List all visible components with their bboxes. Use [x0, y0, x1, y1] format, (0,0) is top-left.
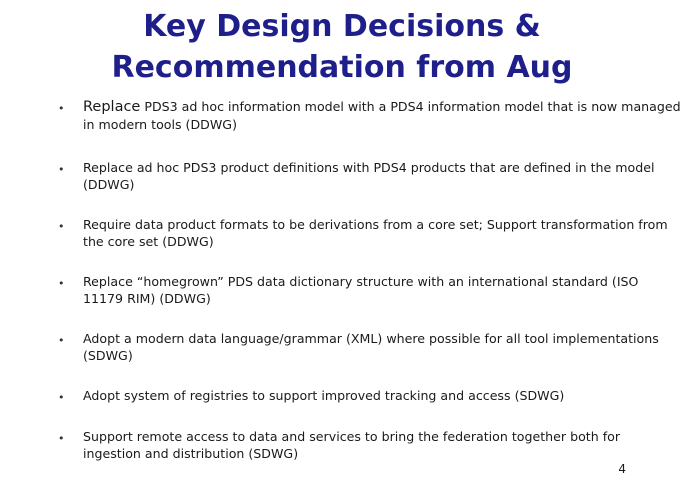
bullet-body: PDS3 ad hoc information model with a PDS4 information model that is now managed in modern tools (DDWG): [83, 99, 681, 132]
page-number: 4: [618, 462, 626, 476]
bullet-icon: •: [58, 163, 65, 176]
bullet-text: Adopt a modern data language/grammar (XML) where possible for all tool implementations (SDWG): [83, 331, 659, 363]
bullet-icon: •: [58, 432, 65, 445]
bullet-text: Require data product formats to be derivations from a core set; Support transformation from the core set (DDWG): [83, 217, 668, 249]
bullet-icon: •: [58, 220, 65, 233]
bullet-text: [83, 98, 681, 133]
bullet-icon: •: [58, 277, 65, 290]
bullet-icon: •: [58, 102, 65, 115]
bullet-text: Adopt system of registries to support improved tracking and access (SDWG): [83, 388, 565, 403]
bullet-lead-word: Replace: [83, 99, 141, 115]
bullet-icon: •: [58, 334, 65, 347]
bullet-text: Support remote access to data and services to bring the federation together both for ingestion and distribution (SDWG): [83, 429, 621, 461]
slide-title-line-2: Recommendation from Aug: [111, 50, 573, 85]
slide-title-line-1: Key Design Decisions &: [143, 9, 541, 44]
bullet-text: Replace ad hoc PDS3 product definitions with PDS4 products that are defined in the model (DDWG): [83, 160, 655, 192]
bullet-text: Replace “homegrown” PDS data dictionary structure with an international standard (ISO 11179 RIM) (DDWG): [83, 274, 639, 306]
bullet-icon: •: [58, 391, 65, 404]
